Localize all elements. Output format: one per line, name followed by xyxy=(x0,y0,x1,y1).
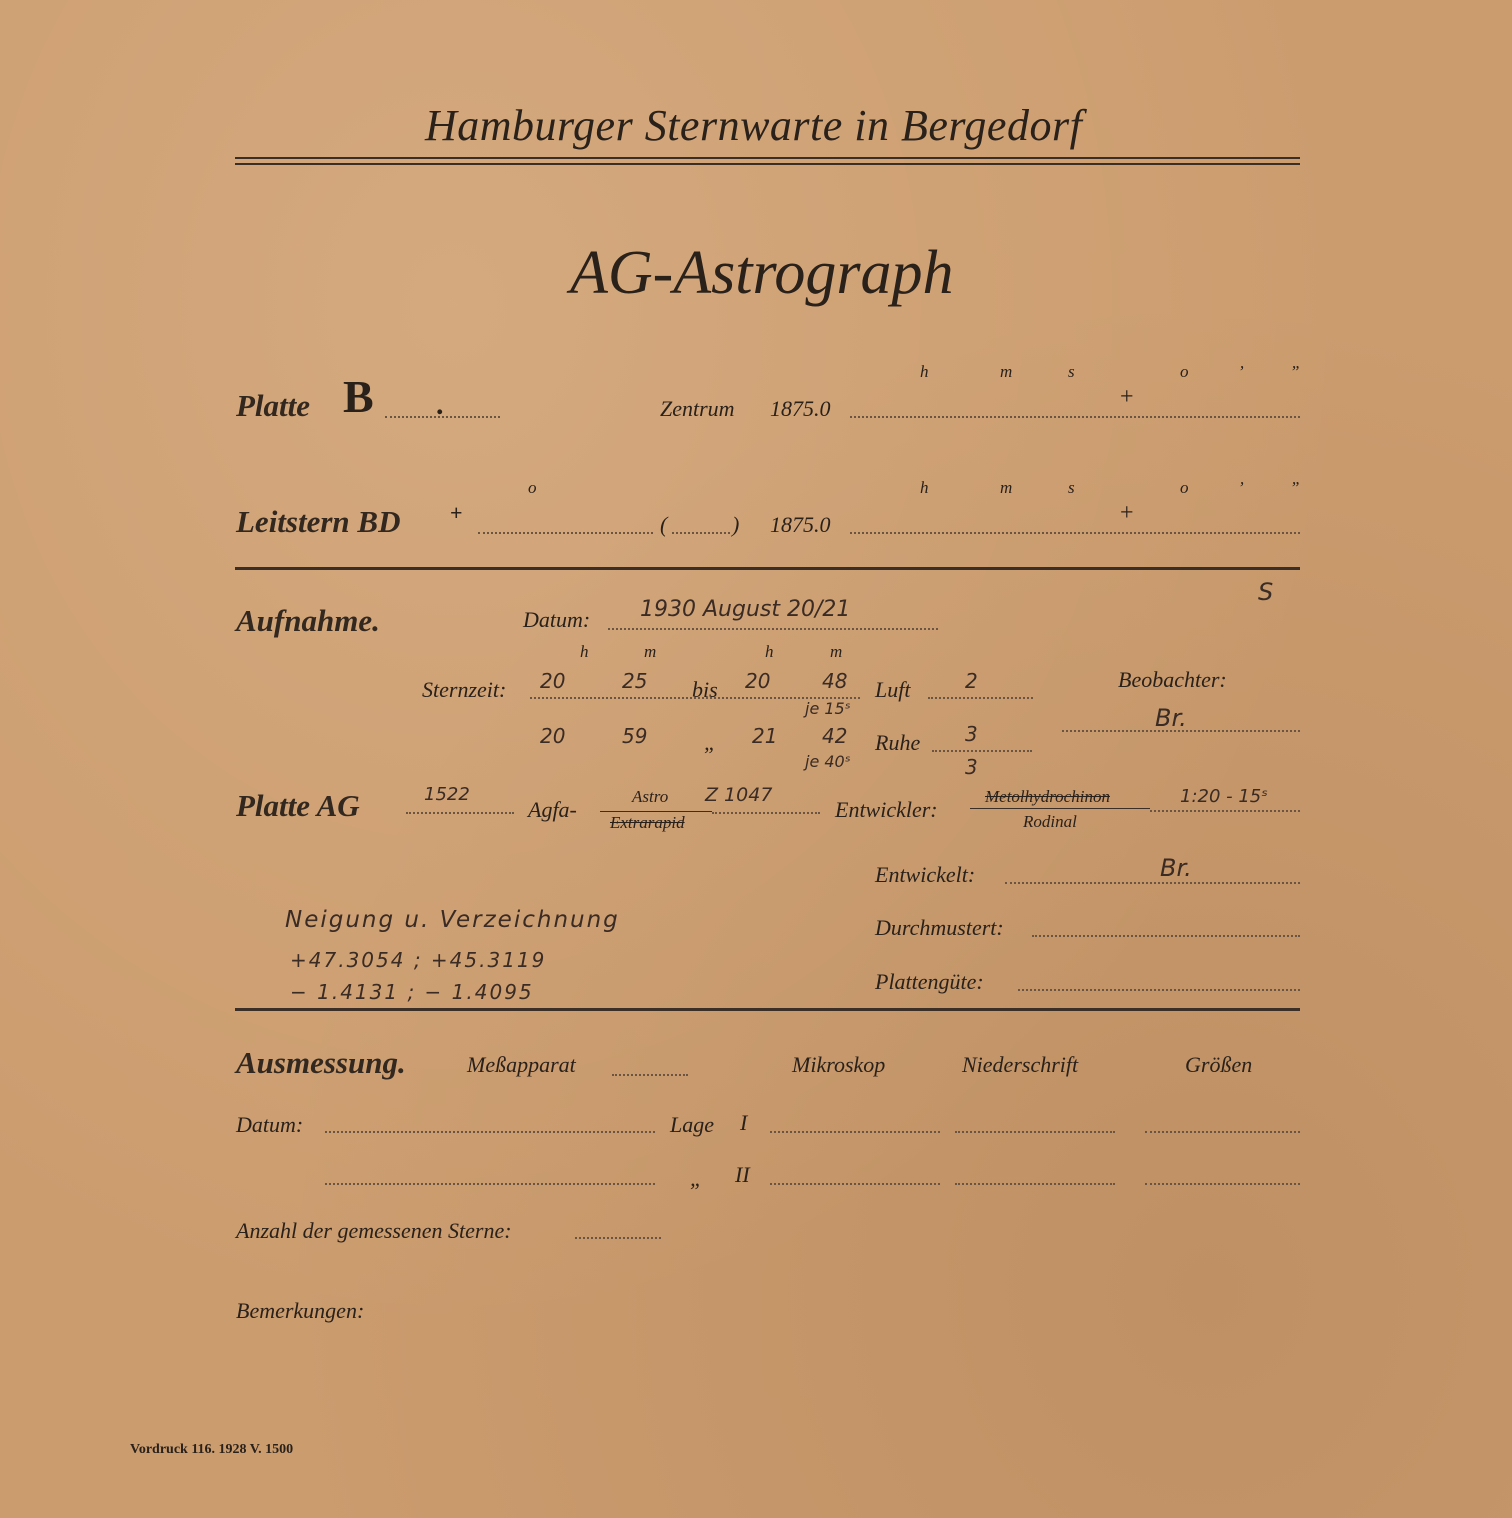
platte-dot: . xyxy=(436,388,444,421)
zentrum-plus: + xyxy=(1120,384,1134,410)
header-rule-top xyxy=(235,157,1300,159)
unit-h: h xyxy=(920,362,929,381)
plattenguete-label: Plattengüte: xyxy=(875,969,984,994)
unit-arcmin-2: ’ xyxy=(1238,478,1244,497)
leitstern-deg: o xyxy=(528,478,537,497)
unit-h-2: h xyxy=(920,478,929,497)
mikroskop-label: Mikroskop xyxy=(792,1052,886,1077)
luft-label: Luft xyxy=(875,677,911,702)
entwickler-ratio: 1:20 - 15ˢ xyxy=(1180,786,1268,807)
lage-ii-groessen-field[interactable] xyxy=(1145,1183,1300,1185)
platte-field[interactable] xyxy=(385,416,500,418)
handnote-line-3: − 1.4131 ; − 1.4095 xyxy=(290,980,534,1004)
durchmustert-label: Durchmustert: xyxy=(875,915,1004,940)
section-rule-1 xyxy=(235,567,1300,570)
paren-close: ) xyxy=(732,512,740,537)
platte-ag-label: Platte AG xyxy=(236,788,360,823)
anzahl-label: Anzahl der gemessenen Sterne: xyxy=(236,1218,512,1243)
anzahl-field[interactable] xyxy=(575,1237,661,1239)
ausmessung-datum-field-2[interactable] xyxy=(325,1183,655,1185)
niederschrift-label: Niederschrift xyxy=(962,1052,1079,1077)
agfa-emulsion: Z 1047 xyxy=(705,784,773,806)
sternzeit-label: Sternzeit: xyxy=(422,677,507,702)
header-rule-bottom xyxy=(235,163,1300,165)
zentrum-label: Zentrum xyxy=(660,396,735,421)
leitstern-coord-field[interactable] xyxy=(850,532,1300,534)
sternzeit-bis: bis xyxy=(692,677,718,702)
durchmustert-field[interactable] xyxy=(1032,935,1300,937)
sternzeit-row2-end-m: 42 xyxy=(822,724,848,748)
instrument-title: AG-Astrograph xyxy=(570,239,954,307)
unit-m: m xyxy=(1000,362,1013,381)
institution-title: Hamburger Sternwarte in Bergedorf xyxy=(425,101,1083,150)
agfa-label: Agfa- xyxy=(528,797,577,822)
beobachter-field[interactable] xyxy=(1062,730,1300,732)
sternzeit-unit-h1: h xyxy=(580,642,589,661)
sternzeit-row1-end-h: 20 xyxy=(745,669,771,693)
ruhe-label: Ruhe xyxy=(875,730,921,755)
lage-i-groessen-field[interactable] xyxy=(1145,1131,1300,1133)
leitstern-year: 1875.0 xyxy=(770,512,831,537)
beobachter-label: Beobachter: xyxy=(1118,667,1227,692)
sternzeit-row2-start-h: 20 xyxy=(540,724,566,748)
agfa-type-struck: Extrarapid xyxy=(610,813,685,832)
aufnahme-datum-value: 1930 August 20/21 xyxy=(640,597,851,622)
lage-ii: II xyxy=(735,1162,750,1187)
sternzeit-unit-h2: h xyxy=(765,642,774,661)
beobachter-value: Br. xyxy=(1155,704,1187,732)
sternzeit-row1-end-m: 48 xyxy=(822,669,848,693)
ruhe-value-2: 3 xyxy=(965,755,978,779)
lage-i: I xyxy=(740,1110,748,1135)
handnote-line-2: +47.3054 ; +45.3119 xyxy=(290,948,547,972)
agfa-type-top: Astro xyxy=(632,787,669,806)
ruhe-field[interactable] xyxy=(932,750,1032,752)
unit-s-2: s xyxy=(1068,478,1075,497)
aufnahme-label: Aufnahme. xyxy=(236,603,380,638)
entwickler-struck: Metolhydrochinon xyxy=(985,787,1110,806)
ausmessung-datum-field-1[interactable] xyxy=(325,1131,655,1133)
platte-letter: B xyxy=(343,371,374,422)
ruhe-value-1: 3 xyxy=(965,722,978,746)
leitstern-plus: + xyxy=(450,500,463,525)
agfa-emulsion-field[interactable] xyxy=(712,812,820,814)
entwickelt-value: Br. xyxy=(1160,854,1192,882)
sternzeit-row1-note: je 15ˢ xyxy=(805,699,851,718)
platte-ag-number: 1522 xyxy=(424,784,470,805)
plattenguete-field[interactable] xyxy=(1018,989,1300,991)
sternzeit-row2-note: je 40ˢ xyxy=(805,752,851,771)
groessen-label: Größen xyxy=(1185,1052,1253,1077)
leitstern-bd-field[interactable] xyxy=(478,532,653,534)
messapparat-label: Meßapparat xyxy=(467,1052,576,1077)
section-rule-2 xyxy=(235,1008,1300,1011)
unit-m-2: m xyxy=(1000,478,1013,497)
lage-label: Lage xyxy=(670,1112,714,1137)
sternzeit-unit-m1: m xyxy=(644,642,657,661)
sternzeit-ditto: „ xyxy=(704,730,717,755)
entwickler-field[interactable] xyxy=(1150,810,1300,812)
paren-open: ( xyxy=(660,512,668,537)
entwickler-divider xyxy=(970,808,1150,809)
leitstern-plus-2: + xyxy=(1120,500,1134,526)
lage-ii-mikroskop-field[interactable] xyxy=(770,1183,940,1185)
corner-mark: S xyxy=(1258,578,1274,606)
bemerkungen-label: Bemerkungen: xyxy=(236,1298,365,1323)
entwickelt-label: Entwickelt: xyxy=(875,862,976,887)
ausmessung-label: Ausmessung. xyxy=(236,1045,406,1080)
lage-i-niederschrift-field[interactable] xyxy=(955,1131,1115,1133)
print-note: Vordruck 116. 1928 V. 1500 xyxy=(130,1442,294,1457)
agfa-divider xyxy=(600,811,712,812)
sternzeit-row1-start-h: 20 xyxy=(540,669,566,693)
platte-ag-field[interactable] xyxy=(406,812,514,814)
lage-ii-ditto: „ xyxy=(690,1166,703,1191)
ausmessung-datum-label: Datum: xyxy=(236,1112,304,1137)
unit-s: s xyxy=(1068,362,1075,381)
handnote-line-1: Neigung u. Verzeichnung xyxy=(285,907,620,933)
sternzeit-row2-end-h: 21 xyxy=(752,724,778,748)
sternzeit-unit-m2: m xyxy=(830,642,843,661)
lage-i-mikroskop-field[interactable] xyxy=(770,1131,940,1133)
zentrum-field[interactable] xyxy=(850,416,1300,418)
entwickelt-field[interactable] xyxy=(1005,882,1300,884)
leitstern-mag-field[interactable] xyxy=(672,532,730,534)
unit-arcsec: ” xyxy=(1290,362,1300,381)
zentrum-year: 1875.0 xyxy=(770,396,831,421)
sternzeit-row1-start-m: 25 xyxy=(622,669,648,693)
entwickler-label: Entwickler: xyxy=(835,797,938,822)
unit-arcsec-2: ” xyxy=(1290,478,1300,497)
messapparat-field[interactable] xyxy=(612,1074,688,1076)
sternzeit-row1-field[interactable] xyxy=(530,697,860,699)
unit-deg-2: o xyxy=(1180,478,1189,497)
unit-deg: o xyxy=(1180,362,1189,381)
entwickler-value: Rodinal xyxy=(1023,812,1077,831)
leitstern-label: Leitstern BD xyxy=(236,504,401,539)
sternzeit-row2-start-m: 59 xyxy=(622,724,648,748)
platte-label: Platte xyxy=(236,388,311,423)
aufnahme-datum-label: Datum: xyxy=(523,607,591,632)
luft-field[interactable] xyxy=(928,697,1033,699)
luft-value: 2 xyxy=(965,669,978,693)
unit-arcmin: ’ xyxy=(1238,362,1244,381)
lage-ii-niederschrift-field[interactable] xyxy=(955,1183,1115,1185)
aufnahme-datum-field[interactable] xyxy=(608,628,938,630)
